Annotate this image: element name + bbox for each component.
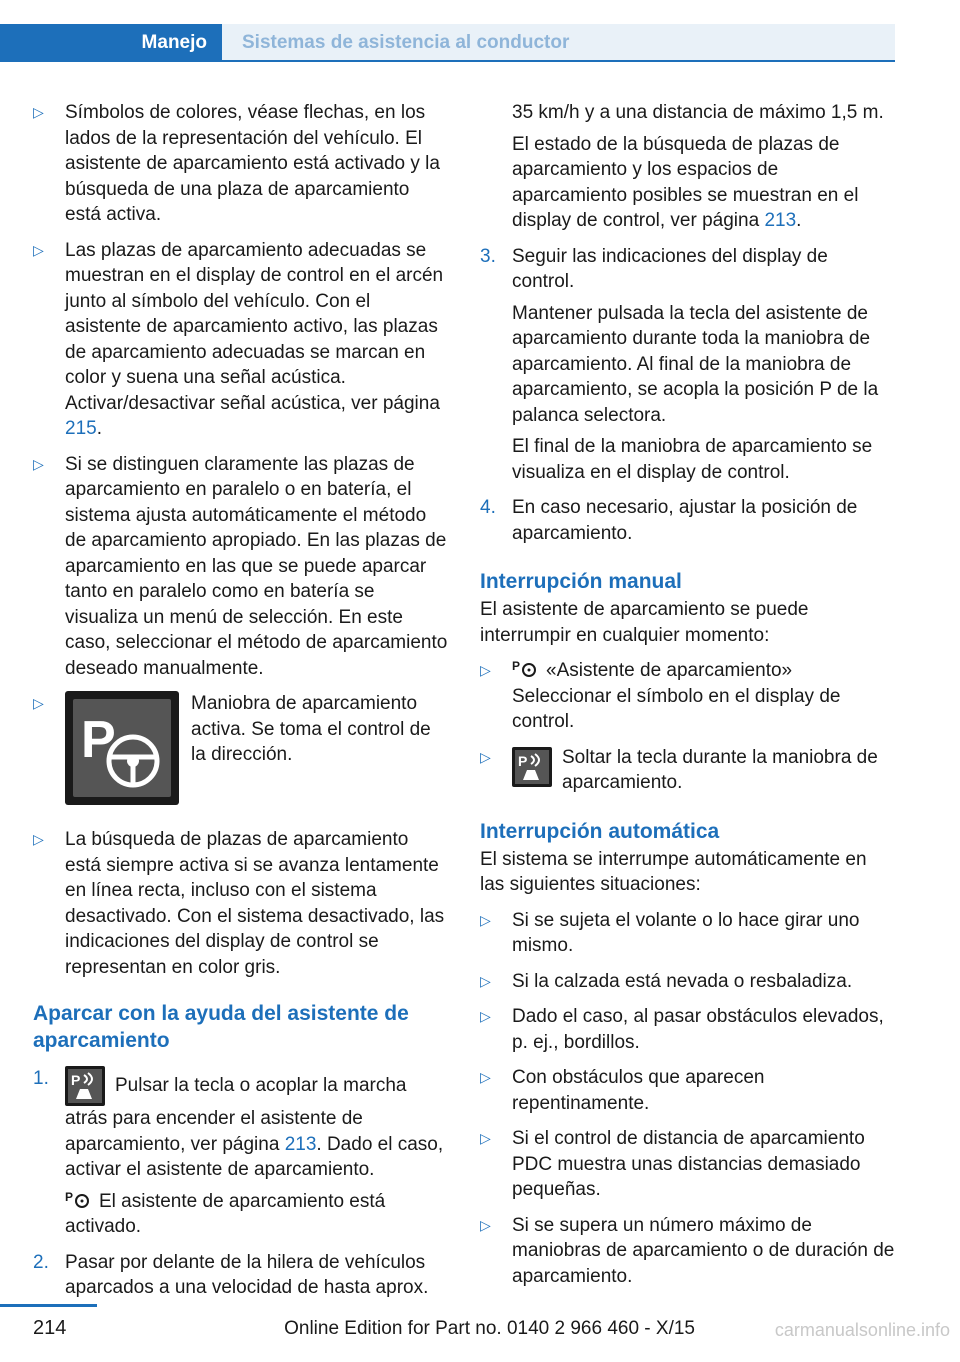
paragraph: El sistema se interrumpe automáticamente en las siguientes situaciones: [480,848,867,895]
step-body: Pulsar la tecla o acoplar la marcha atrás para encender el asistente de aparcamiento, ver página [65,1075,407,1155]
bullet-marker: ▷ [33,104,44,120]
page-link[interactable]: 213 [764,210,797,231]
bullet-marker: ▷ [480,911,491,928]
bullet-marker: ▷ [33,695,44,711]
list-item [480,745,895,796]
parking-assistant-symbol-icon [65,1189,93,1209]
list-item [480,1213,895,1290]
list-item [480,908,895,959]
step-item [480,495,895,546]
bullet-text: La búsqueda de plazas de aparcamiento está siempre activa si se avanza lentamente en línea recta, incluso con el sistema desactivado. Con el sistema desactivado, las indicaciones del display de control se representan en color gris. [65,829,445,978]
left-column [33,100,448,1311]
svg-text:P: P [71,1072,81,1088]
step-number: 3. [480,245,496,267]
step-text: Seguir las indicaciones del display de control. [512,245,828,292]
bullet-text [512,658,895,735]
section-heading: Interrupción manual [480,570,682,593]
page-link[interactable]: 215 [65,418,97,439]
list-item [33,452,448,682]
step-text: El final de la maniobra de aparcamiento se visualiza en el display de control. [512,436,873,483]
footer-rule [0,1304,97,1307]
parking-assistant-symbol-icon [512,658,540,678]
list-item [480,969,895,995]
step-body: El estado de la búsqueda de plazas de aparcamiento y los espacios de aparcamiento posibles se muestran en el display de control, ver página [512,133,859,231]
step-text: El estado de la búsqueda de plazas de aparcamiento y los espacios de aparcamiento posibles se muestran en el display de control, ver página 213. [512,133,859,231]
step-item [33,1066,448,1240]
bullet-text: Si el control de distancia de aparcamiento PDC muestra unas distancias demasiado pequeñas. [512,1128,865,1200]
list-item [33,238,448,442]
step-text: Pasar por delante de la hilera de vehículos aparcados a una velocidad de hasta aprox. [65,1251,429,1298]
step-item [33,1250,448,1301]
header-rule [0,60,895,62]
parking-assistant-button-icon [512,747,552,787]
bullet-text: Símbolos de colores, véase flechas, en los lados de la representación del vehículo. El asistente de aparcamiento está activado y la búsqueda de una plaza de aparcamiento está activa. [65,102,440,225]
list-item [480,658,895,735]
step-item [480,244,895,486]
section-title: Sistemas de asistencia al conductor [222,24,895,62]
watermark: carmanualsonline.info [774,1320,950,1340]
parking-steering-icon [65,691,179,805]
step-continuation [480,100,895,234]
section-heading: Aparcar con la ayuda del asistente de aparcamiento [33,1002,409,1052]
step-text [33,1066,448,1183]
svg-text:P: P [81,711,116,769]
list-item [33,100,448,228]
svg-text:P: P [65,1189,74,1204]
list-item [480,1065,895,1116]
page-number: 214 [33,1317,67,1339]
bullet-body: «Asistente de aparcamiento» Seleccionar el símbolo en el display de control. [512,660,841,732]
list-item [480,1126,895,1203]
bullet-text: Si se sujeta el volante o lo hace girar uno mismo. [512,909,860,956]
bullet-text: Si la calzada está nevada o resbaladiza. [512,970,853,992]
bullet-text: Las plazas de aparcamiento adecuadas se muestran en el display de control en el arcén junto al símbolo del vehículo. Con el asistente de aparcamiento activo, las plazas de aparcamiento adecuadas se marcan en color y suena una señal acústica. Activar/desactivar señal acústica, ver página 215. [65,239,444,439]
step-subtext-body: El asistente de aparcamiento está activado. [65,1190,386,1237]
edition-note: Online Edition for Part no. 0140 2 966 460 - X/15 [284,1318,695,1339]
step-number: 4. [480,497,496,518]
svg-text:P: P [512,659,521,673]
step-tail: . Dado el caso, activar el asistente de aparcamiento. [65,1133,444,1180]
bullet-text [512,745,895,796]
step-subtext [65,1189,448,1240]
step-text: En caso necesario, ajustar la posición de aparcamiento. [512,497,858,544]
bullet-marker: ▷ [480,748,491,765]
bullet-text: Con obstáculos que aparecen repentinamente. [512,1067,765,1114]
bullet-marker: ▷ [480,1069,491,1085]
bullet-marker: ▷ [33,241,44,258]
section-heading: Interrupción automática [480,819,720,843]
bullet-marker: ▷ [480,1008,491,1024]
bullet-marker: ▷ [480,972,491,989]
right-column [480,100,895,1299]
paragraph: El asistente de aparcamiento se puede interrumpir en cualquier momento: [480,599,809,646]
bullet-marker: ▷ [480,662,491,678]
page-link[interactable]: 213 [284,1133,317,1155]
bullet-marker: ▷ [480,1216,491,1233]
list-item [33,827,448,980]
chapter-tab: Manejo [0,24,222,62]
page-header [0,24,895,62]
bullet-marker: ▷ [33,831,44,847]
list-item [480,1004,895,1055]
bullet-body: Las plazas de aparcamiento adecuadas se muestran en el display de control en el arcén junto al símbolo del vehículo. Con el asistente de aparcamiento activo, las plazas de aparcamiento adecuadas se marcan en color y suena una señal acústica. Activar/desactivar señal acústica, ver página [65,239,444,414]
bullet-marker: ▷ [480,1130,491,1146]
step-number: 1. [33,1068,49,1089]
bullet-text: Maniobra de aparcamiento activa. Se toma el control de la dirección. [191,693,431,765]
bullet-text: Si se supera un número máximo de maniobras de aparcamiento o de duración de aparcamiento. [512,1214,895,1287]
step-number: 2. [33,1251,49,1273]
bullet-marker: ▷ [33,455,44,472]
bullet-text: Si se distinguen claramente las plazas de aparcamiento en paralelo o en batería, el sistema ajusta automáticamente el método de aparcamiento apropiado. En las plazas de aparcamiento en las que se puede aparcar tanto en paralelo como en batería se visualiza un menú de selección. En este caso, seleccionar el método de aparcamiento deseado manualmente. [65,453,448,679]
bullet-body: Soltar la tecla durante la maniobra de aparcamiento. [562,746,878,793]
parking-assistant-button-icon [65,1066,105,1106]
list-item [33,691,448,813]
svg-text:P: P [518,752,528,769]
step-text: Mantener pulsada la tecla del asistente de aparcamiento durante toda la maniobra de aparcamiento. Al final de la maniobra de aparcamiento, se acopla la posición P de la palanca selectora. [512,302,879,426]
step-text: 35 km/h y a una distancia de máximo 1,5 m. [512,102,884,123]
bullet-text: Dado el caso, al pasar obstáculos elevados, p. ej., bordillos. [512,1006,884,1053]
